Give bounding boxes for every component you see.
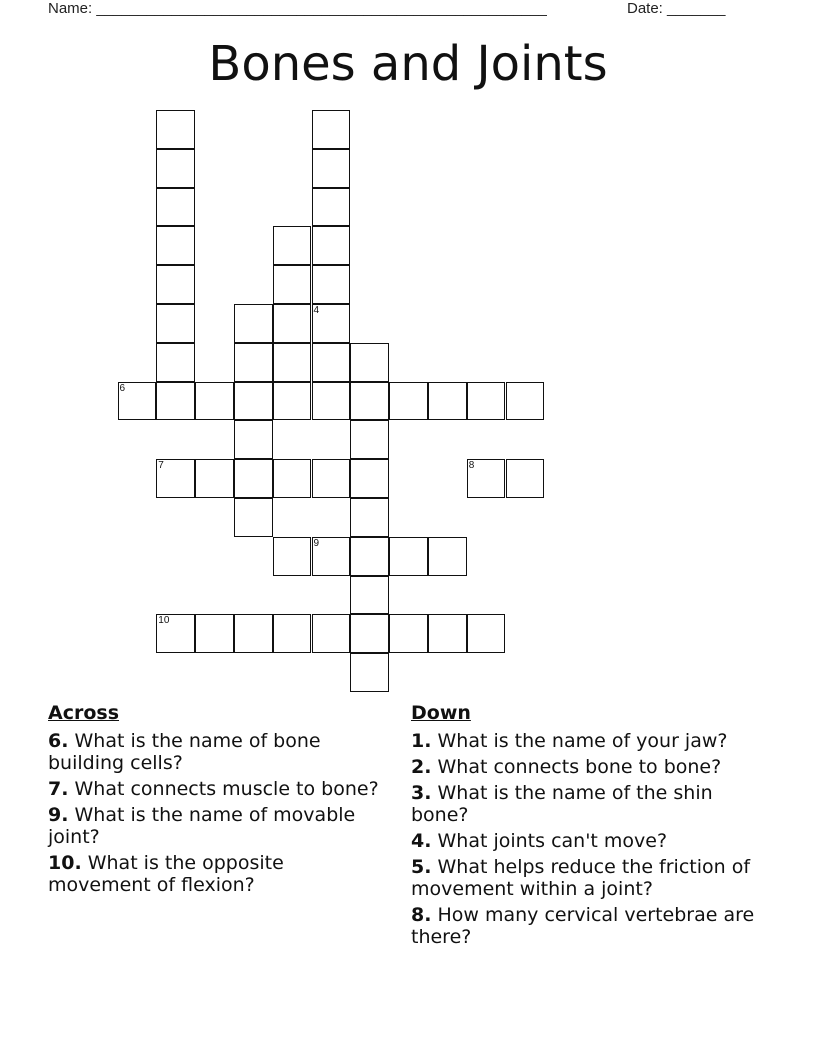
clue-number: 2. [411,756,432,778]
down-clue [411,856,771,900]
clue-number-label: 8 [468,460,475,472]
grid-cell[interactable] [467,459,506,498]
across-clue [48,852,388,896]
grid-cell[interactable] [234,343,273,382]
clue-text: What is the name of the shin bone? [411,782,713,826]
clue-number: 7. [48,778,69,800]
grid-cell[interactable] [273,226,312,265]
grid-cell[interactable] [350,382,389,421]
grid-cell[interactable] [312,537,351,576]
grid-cell[interactable] [273,537,312,576]
grid-cell[interactable] [234,614,273,653]
name-field: Name: ______________________________________________________ [48,0,547,17]
grid-cell[interactable] [118,382,157,421]
grid-cell[interactable] [350,498,389,537]
grid-cell[interactable] [428,537,467,576]
down-clue [411,904,771,948]
grid-cell[interactable] [195,382,234,421]
clue-number-label: 4 [313,305,320,316]
grid-cell[interactable] [350,653,389,692]
grid-cell[interactable] [156,614,195,653]
across-clue [48,804,388,848]
clue-text: What connects bone to bone? [437,756,722,778]
grid-cell[interactable] [273,614,312,653]
grid-cell[interactable] [467,382,506,421]
grid-cell[interactable] [506,459,545,498]
clue-number-label: 9 [313,537,320,549]
page-title: Bones and Joints [208,36,608,92]
clue-number: 4. [411,830,432,852]
grid-cell[interactable] [312,382,351,421]
down-clue [411,782,771,826]
grid-cell[interactable] [350,420,389,459]
grid-cell[interactable] [312,304,351,343]
grid-cell[interactable] [350,576,389,615]
grid-cell[interactable] [312,226,351,265]
clue-text: What is the name of bone building cells? [48,730,321,774]
grid-cell[interactable] [195,459,234,498]
grid-cell[interactable] [273,265,312,304]
grid-cell[interactable] [428,614,467,653]
grid-cell[interactable] [156,149,195,188]
clue-number: 5. [411,856,432,878]
grid-cell[interactable] [234,420,273,459]
grid-cell[interactable] [506,382,545,421]
down-heading: Down [411,702,471,724]
grid-cell[interactable] [350,537,389,576]
grid-cell[interactable] [312,614,351,653]
grid-cell[interactable] [156,110,195,149]
grid-cell[interactable] [156,343,195,382]
grid-cell[interactable] [234,382,273,421]
grid-cell[interactable] [156,226,195,265]
clue-text: How many cervical vertebrae are there? [411,904,755,948]
clue-number: 9. [48,804,69,826]
across-clue [48,730,388,774]
grid-cell[interactable] [389,614,428,653]
clue-text: What helps reduce the friction of movement within a joint? [411,856,751,900]
clue-text: What is the opposite movement of flexion? [48,852,284,896]
grid-cell[interactable] [312,110,351,149]
grid-cell[interactable] [312,343,351,382]
grid-cell[interactable] [156,188,195,227]
across-heading: Across [48,702,120,724]
down-clues [411,702,771,952]
clue-text: What joints can't move? [437,830,668,852]
grid-cell[interactable] [312,459,351,498]
clue-number: 8. [411,904,432,926]
clue-number-label: 6 [119,382,126,394]
grid-cell[interactable] [273,343,312,382]
grid-cell[interactable] [350,614,389,653]
grid-cell[interactable] [428,382,467,421]
grid-cell[interactable] [156,304,195,343]
clue-text: What is the name of movable joint? [48,804,356,848]
grid-cell[interactable] [273,459,312,498]
grid-cell[interactable] [234,304,273,343]
grid-cell[interactable] [389,382,428,421]
grid-cell[interactable] [156,382,195,421]
grid-cell[interactable] [389,537,428,576]
grid-cell[interactable] [312,265,351,304]
grid-cell[interactable] [156,459,195,498]
down-clue [411,830,771,852]
clue-number-label: 7 [158,460,164,472]
clue-number: 6. [48,730,69,752]
grid-cell[interactable] [273,304,312,343]
grid-cell[interactable] [195,614,234,653]
grid-cell[interactable] [350,343,389,382]
clue-number-label: 10 [158,615,170,627]
grid-cell[interactable] [234,498,273,537]
clue-text: What is the name of your jaw? [437,730,728,752]
across-clue [48,778,388,800]
clue-number: 3. [411,782,432,804]
grid-cell[interactable] [156,265,195,304]
grid-cell[interactable] [312,188,351,227]
clue-text: What connects muscle to bone? [74,778,379,800]
grid-cell[interactable] [467,614,506,653]
grid-cell[interactable] [234,459,273,498]
clue-number: 1. [411,730,432,752]
across-clues [48,702,388,900]
down-clue [411,756,771,778]
date-field: Date: _______ [627,0,726,17]
grid-cell[interactable] [312,149,351,188]
clue-number: 10. [48,852,82,874]
grid-cell[interactable] [350,459,389,498]
grid-cell[interactable] [273,382,312,421]
down-clue [411,730,771,752]
